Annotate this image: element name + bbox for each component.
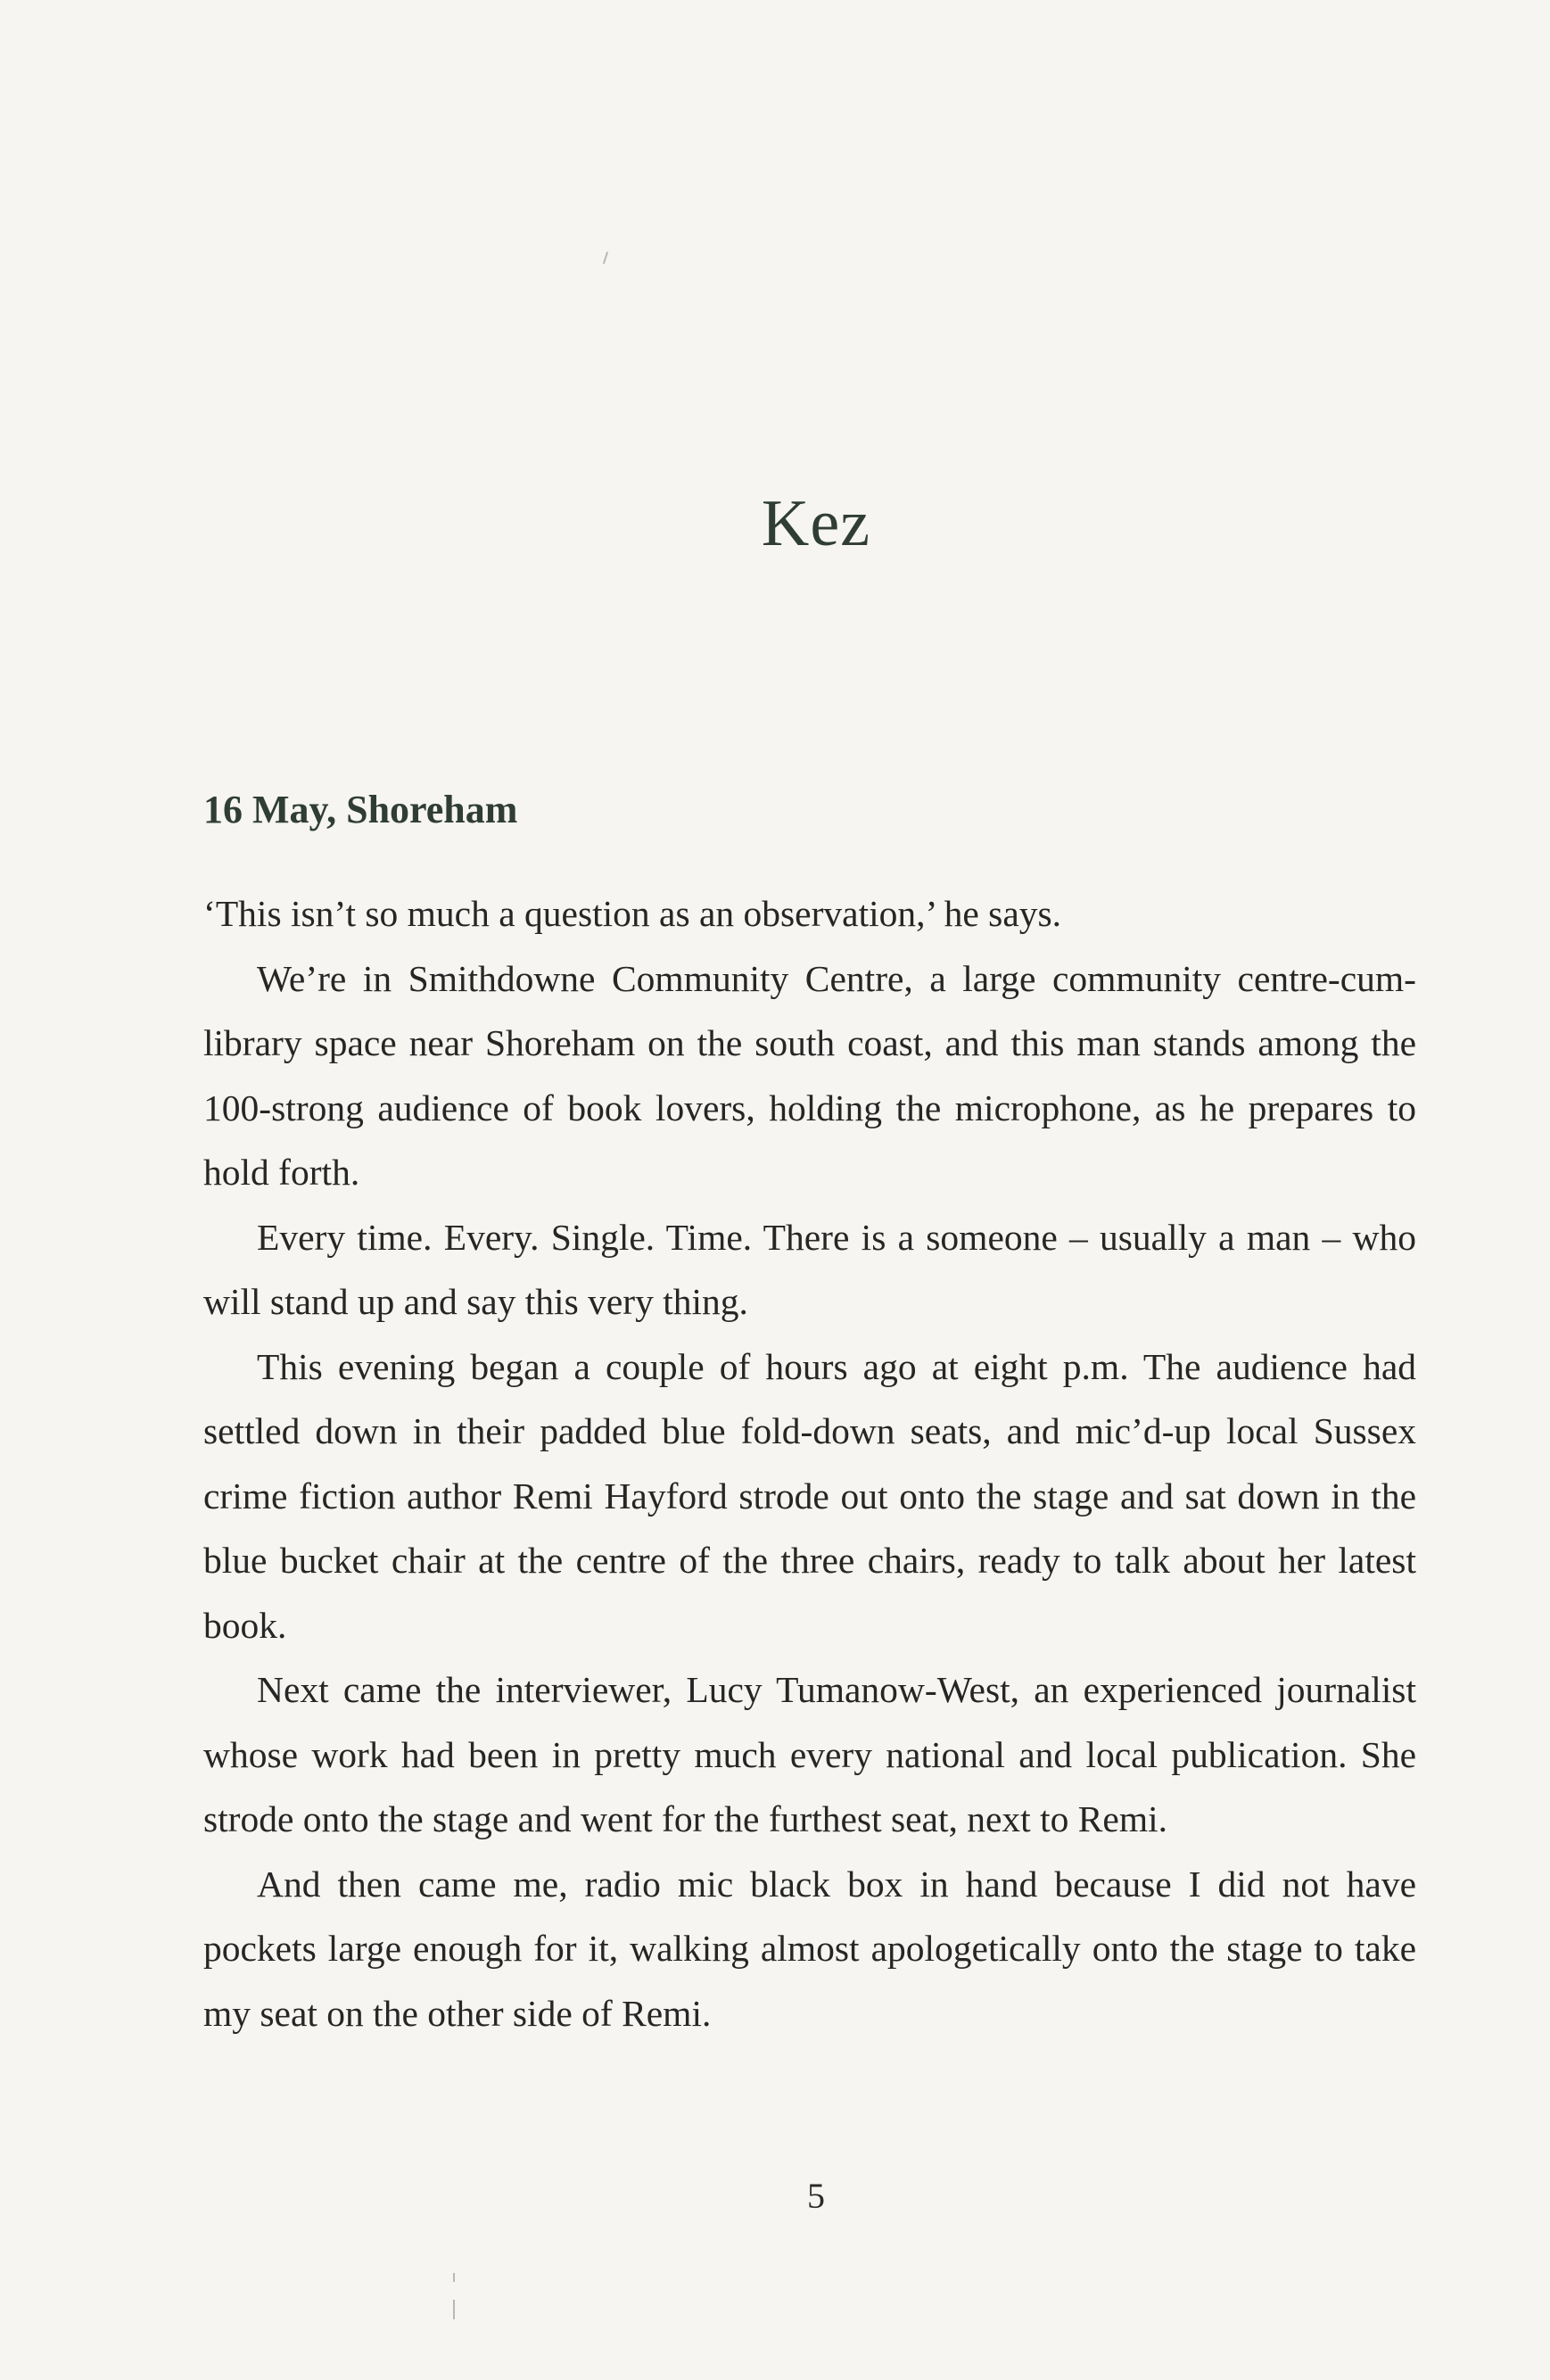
scan-speck <box>603 252 608 264</box>
paragraph: And then came me, radio mic black box in hand because I did not have pockets large enough for it, walking almost apologetically onto the stage to take my seat on the other side of Remi. <box>203 1863 1416 2034</box>
paragraph: We’re in Smithdowne Community Centre, a large community centre-cum-library space near Shoreham on the south coast, and this man stands among the 100-strong audience of book lovers, holding the microphone, as he prepares to hold forth. <box>203 957 1416 1193</box>
chapter-title: Kez <box>761 487 871 560</box>
paragraph: This evening began a couple of hours ago at eight p.m. The audience had settled down in their padded blue fold-down seats, and mic’d-up local Sussex crime fiction author Remi Hayford strode out onto the stage and sat down in the blue bucket chair at the centre of the three chairs, ready to talk about her latest book. <box>203 1345 1416 1646</box>
scan-speck <box>453 2273 455 2282</box>
paragraph: Next came the interviewer, Lucy Tumanow-West, an experienced journalist whose work had been in pretty much every national and local publication. She strode onto the stage and went for the furthest seat, next to Remi. <box>203 1669 1416 1839</box>
paragraph: Every time. Every. Single. Time. There is a someone – usually a man – who will stand up and say this very thing. <box>203 1216 1416 1322</box>
paragraph: ‘This isn’t so much a question as an observation,’ he says. <box>203 893 1062 934</box>
body-text <box>203 881 1416 2045</box>
section-heading: 16 May, Shoreham <box>203 788 518 831</box>
page-number: 5 <box>807 2176 825 2216</box>
scan-speck <box>453 2300 455 2319</box>
